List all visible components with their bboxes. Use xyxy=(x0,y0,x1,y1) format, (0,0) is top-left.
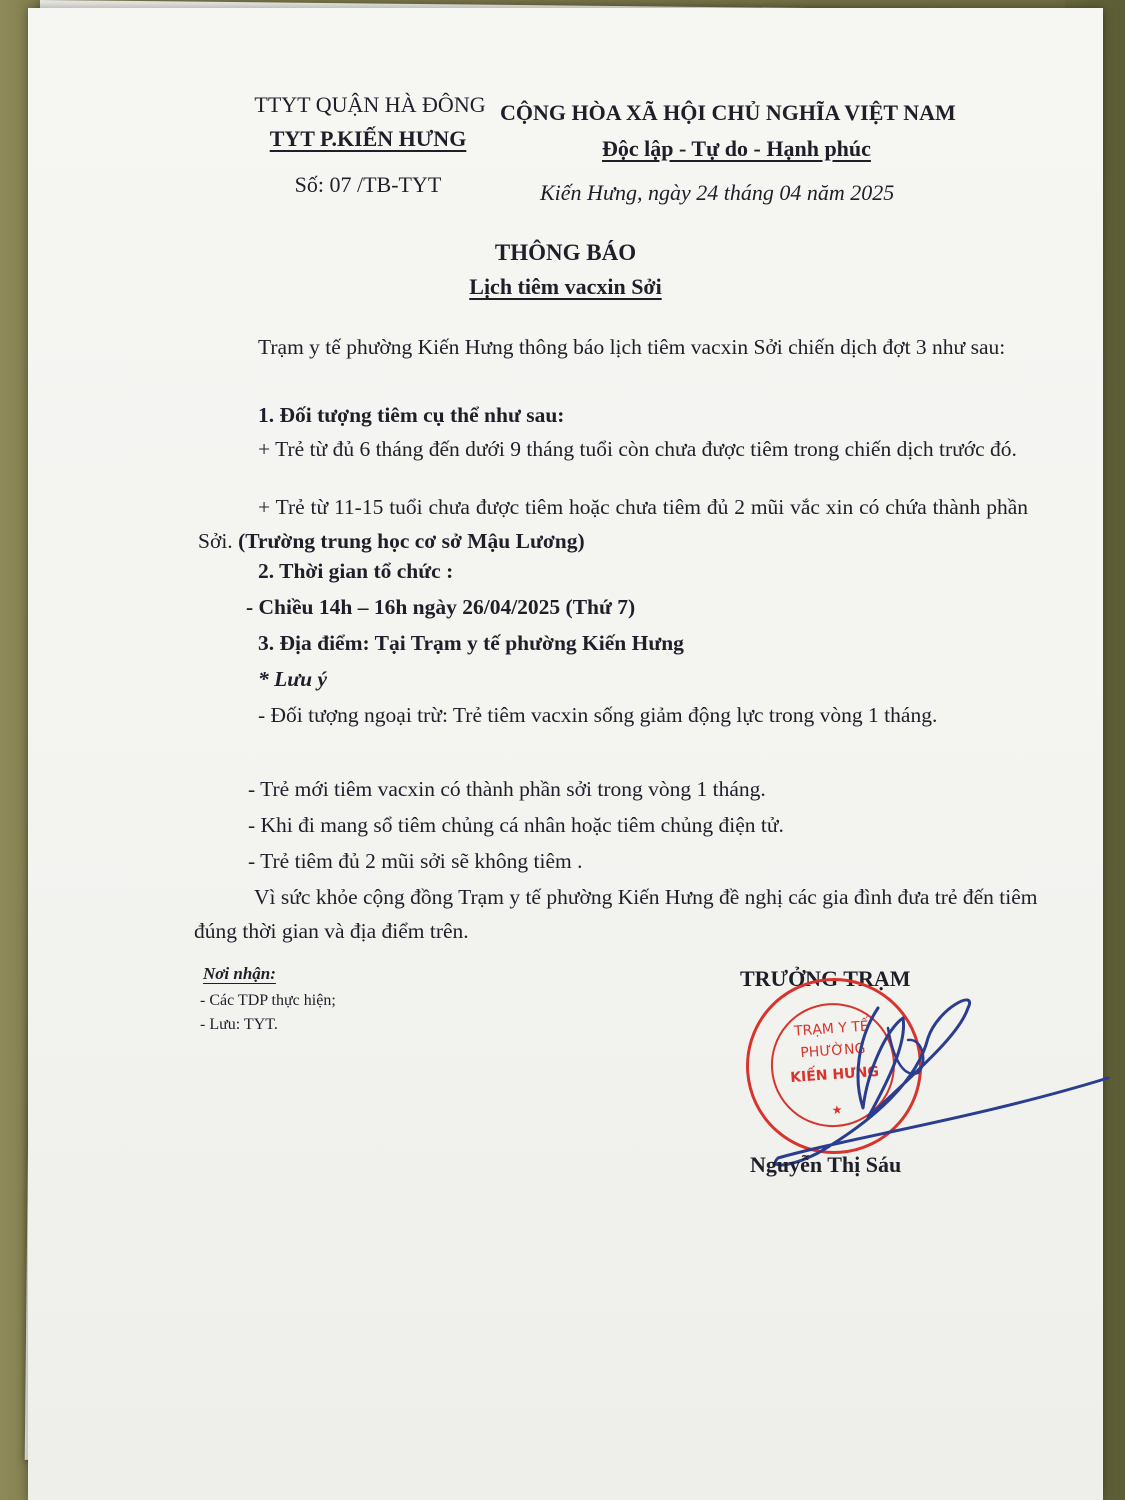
school-name: (Trường trung học cơ sở Mậu Lương) xyxy=(238,529,585,553)
recipients-title xyxy=(203,964,276,984)
stamp-line-2: PHƯỜNG xyxy=(799,1040,866,1062)
signer-title: TRƯỞNG TRẠM xyxy=(740,966,911,991)
section1-item2-text: + Trẻ từ 11-15 tuổi chưa được tiêm hoặc chưa tiêm đủ 2 mũi vắc xin có chứa thành phần Sởi. xyxy=(198,495,1028,553)
notice-subtitle xyxy=(28,274,1103,300)
signer-name: Nguyễn Thị Sáu xyxy=(750,1152,902,1177)
notice-subtitle-text: Lịch tiêm vacxin Sởi xyxy=(469,274,662,299)
recipients-title-text: Nơi nhận: xyxy=(203,964,276,983)
section2-title: 2. Thời gian tổ chức : xyxy=(258,559,454,583)
section1-item2 xyxy=(198,490,1028,558)
national-title: CỘNG HÒA XÃ HỘI CHỦ NGHĨA VIỆT NAM xyxy=(500,100,956,125)
note-3: - Khi đi mang sổ tiêm chủng cá nhân hoặc tiêm chủng điện tử. xyxy=(248,813,784,837)
closing-paragraph: Vì sức khỏe cộng đồng Trạm y tế phường Kiến Hưng đề nghị các gia đình đưa trẻ đến tiêm đúng thời gian và địa điểm trên. xyxy=(194,885,1038,943)
section1-item1: + Trẻ từ đủ 6 tháng đến dưới 9 tháng tuổi còn chưa được tiêm trong chiến dịch trước đó. xyxy=(258,437,1017,461)
recipient-1: - Các TDP thực hiện; xyxy=(200,992,336,1009)
note-2: - Trẻ mới tiêm vacxin có thành phần sởi trong vòng 1 tháng. xyxy=(248,777,766,801)
document-number: Số: 07 /TB-TYT xyxy=(294,172,442,197)
note-4: - Trẻ tiêm đủ 2 mũi sởi sẽ không tiêm . xyxy=(248,849,583,873)
official-stamp xyxy=(740,972,928,1160)
stamp-star-icon: ★ xyxy=(831,1102,843,1118)
note-1: - Đối tượng ngoại trừ: Trẻ tiêm vacxin sống giảm động lực trong vòng 1 tháng. xyxy=(258,703,938,727)
date-line: Kiến Hưng, ngày 24 tháng 04 năm 2025 xyxy=(540,180,895,205)
agency-name: TYT P.KIẾN HƯNG xyxy=(269,126,467,151)
section2-item: - Chiều 14h – 16h ngày 26/04/2025 (Thứ 7) xyxy=(246,595,636,619)
stamp-line-1: TRẠM Y TẾ xyxy=(793,1018,870,1040)
section3-title: 3. Địa điểm: Tại Trạm y tế phường Kiến Hưng xyxy=(258,631,684,655)
section1-title: 1. Đối tượng tiêm cụ thể như sau: xyxy=(258,403,565,427)
document-page xyxy=(28,8,1103,1500)
national-motto: Độc lập - Tự do - Hạnh phúc xyxy=(602,136,871,161)
recipient-2: - Lưu: TYT. xyxy=(200,1016,278,1033)
agency-parent: TTYT QUẬN HÀ ĐÔNG xyxy=(254,92,486,117)
stamp-line-3: KIẾN HƯNG xyxy=(789,1063,880,1087)
notice-title: THÔNG BÁO xyxy=(494,240,637,265)
intro-paragraph: Trạm y tế phường Kiến Hưng thông báo lịch tiêm vacxin Sởi chiến dịch đợt 3 như sau: xyxy=(258,335,1006,359)
note-title: * Lưu ý xyxy=(258,667,328,691)
